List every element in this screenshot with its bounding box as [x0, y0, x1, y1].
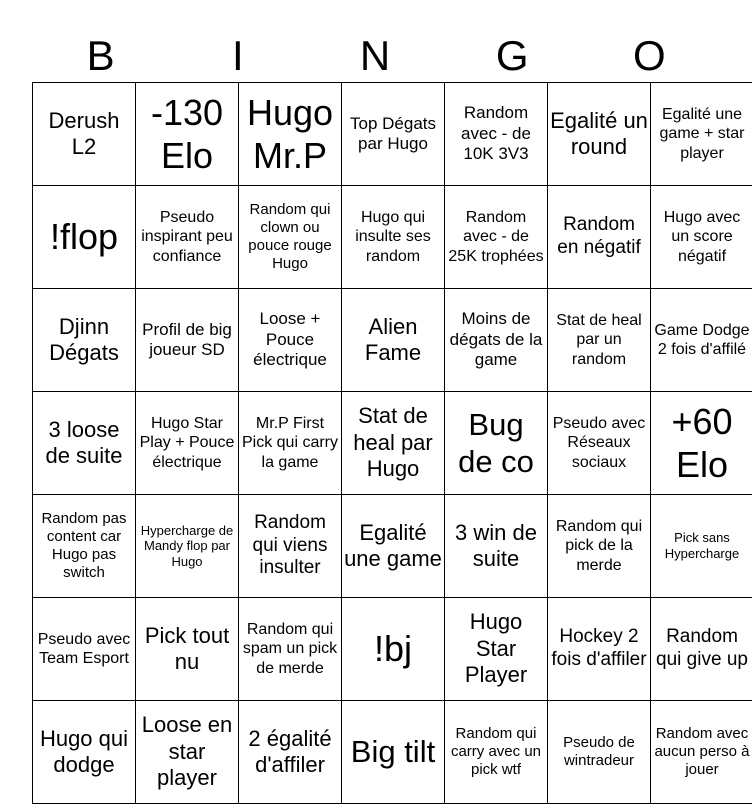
bingo-cell[interactable]: !bj [342, 598, 445, 701]
board-row [33, 186, 752, 289]
bingo-cell[interactable]: Mr.P First Pick qui carry la game [239, 392, 342, 495]
bingo-cell[interactable]: Hugo Star Player [445, 598, 548, 701]
board-row [33, 289, 752, 392]
bingo-cell[interactable]: Pseudo avec Team Esport [33, 598, 136, 701]
bingo-cell[interactable]: 3 win de suite [445, 495, 548, 598]
bingo-cell[interactable]: Hugo qui insulte ses random [342, 186, 445, 289]
bingo-cell[interactable]: Random qui clown ou pouce rouge Hugo [239, 186, 342, 289]
bingo-cell[interactable]: Hugo Mr.P [239, 83, 342, 186]
header-letter-g: G [444, 30, 581, 82]
bingo-cell[interactable]: Pick sans Hypercharge [651, 495, 752, 598]
board-row [33, 495, 752, 598]
bingo-cell[interactable]: Random en négatif [548, 186, 651, 289]
bingo-board [32, 82, 752, 804]
bingo-cell[interactable]: Hugo Star Play + Pouce électrique [136, 392, 239, 495]
bingo-cell[interactable]: Game Dodge 2 fois d'affilé [651, 289, 752, 392]
bingo-cell[interactable]: Egalité un round [548, 83, 651, 186]
header-letter-b: B [32, 30, 169, 82]
bingo-cell[interactable]: Random avec aucun perso à jouer [651, 701, 752, 804]
bingo-cell[interactable]: Random pas content car Hugo pas switch [33, 495, 136, 598]
bingo-cell[interactable]: Random avec - de 25K trophées [445, 186, 548, 289]
bingo-cell[interactable]: Big tilt [342, 701, 445, 804]
board-row [33, 83, 752, 186]
bingo-cell[interactable]: Pseudo inspirant peu confiance [136, 186, 239, 289]
bingo-cell[interactable]: Profil de big joueur SD [136, 289, 239, 392]
bingo-cell[interactable]: !flop [33, 186, 136, 289]
bingo-cell[interactable]: 2 égalité d'affiler [239, 701, 342, 804]
bingo-cell[interactable]: Pick tout nu [136, 598, 239, 701]
board-row [33, 701, 752, 804]
bingo-cell[interactable]: Random qui viens insulter [239, 495, 342, 598]
bingo-cell[interactable]: Egalité une game [342, 495, 445, 598]
bingo-header [32, 30, 718, 82]
bingo-cell[interactable]: Moins de dégats de la game [445, 289, 548, 392]
header-letter-i: I [169, 30, 306, 82]
bingo-cell[interactable]: Egalité une game + star player [651, 83, 752, 186]
bingo-cell[interactable]: Stat de heal par Hugo [342, 392, 445, 495]
bingo-cell[interactable]: Stat de heal par un random [548, 289, 651, 392]
bingo-cell[interactable]: Alien Fame [342, 289, 445, 392]
board-row [33, 598, 752, 701]
header-letter-n: N [306, 30, 443, 82]
bingo-cell[interactable]: Hockey 2 fois d'affiler [548, 598, 651, 701]
bingo-cell[interactable]: Top Dégats par Hugo [342, 83, 445, 186]
bingo-cell[interactable]: Derush L2 [33, 83, 136, 186]
bingo-cell[interactable]: Random qui give up [651, 598, 752, 701]
bingo-cell[interactable]: Loose en star player [136, 701, 239, 804]
header-letter-o: O [581, 30, 718, 82]
bingo-cell[interactable]: Random avec - de 10K 3V3 [445, 83, 548, 186]
bingo-cell[interactable]: Hugo avec un score négatif [651, 186, 752, 289]
bingo-cell[interactable]: +60 Elo [651, 392, 752, 495]
bingo-cell[interactable]: -130 Elo [136, 83, 239, 186]
bingo-cell[interactable]: Random qui spam un pick de merde [239, 598, 342, 701]
bingo-cell[interactable]: Bug de co [445, 392, 548, 495]
bingo-cell[interactable]: Random qui pick de la merde [548, 495, 651, 598]
bingo-cell[interactable]: Djinn Dégats [33, 289, 136, 392]
bingo-cell[interactable]: Pseudo avec Réseaux sociaux [548, 392, 651, 495]
bingo-cell[interactable]: Hugo qui dodge [33, 701, 136, 804]
bingo-cell[interactable]: Random qui carry avec un pick wtf [445, 701, 548, 804]
bingo-cell[interactable]: 3 loose de suite [33, 392, 136, 495]
bingo-cell[interactable]: Hypercharge de Mandy flop par Hugo [136, 495, 239, 598]
bingo-cell[interactable]: Loose + Pouce électrique [239, 289, 342, 392]
bingo-cell[interactable]: Pseudo de wintradeur [548, 701, 651, 804]
board-row [33, 392, 752, 495]
